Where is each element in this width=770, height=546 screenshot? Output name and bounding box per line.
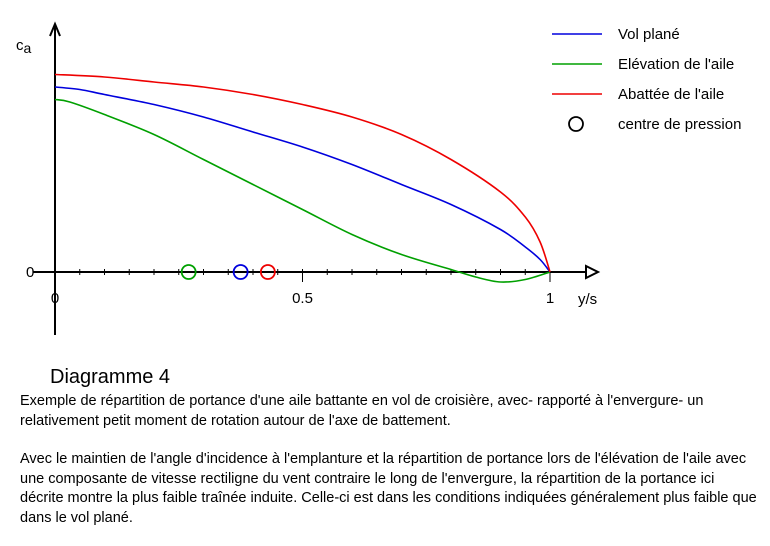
x-tick-label: 0.5 — [292, 290, 313, 307]
y-axis-label: ca — [16, 37, 32, 56]
legend-marker-3 — [569, 117, 583, 131]
caption-paragraph-2: Avec le maintien de l'angle d'incidence à l'emplanture et la répartition de portance lors de l'élévation de l'aile avec une composante de vitesse rectiligne du vent contraire le long de l'envergure, la répartition de la portance ici décrite montre la plus faible traînée induite. Celle-ci est dans les conditions indiquées généralement plus faible que dans le vol plané. — [20, 451, 757, 526]
series-lines — [55, 75, 550, 283]
legend-label-3: centre de pression — [618, 116, 742, 133]
legend — [552, 26, 741, 133]
series-line-2 — [55, 75, 550, 273]
x-tick-label: 1 — [545, 290, 555, 307]
y-axis-label-subscript: a — [23, 40, 32, 56]
y-tick-label: 0 — [26, 264, 35, 281]
legend-label-2: Abattée de l'aile — [618, 86, 725, 103]
caption-title: Diagramme 4 — [50, 366, 171, 388]
x-axis-arrow — [586, 266, 598, 278]
legend-label-0: Vol plané — [618, 26, 680, 43]
x-axis-label: y/s — [578, 291, 598, 308]
legend-label-1: Elévation de l'aile — [618, 56, 735, 73]
axes — [16, 24, 598, 335]
series-line-0 — [55, 87, 550, 272]
caption — [20, 366, 760, 528]
x-tick-label: 0 — [50, 290, 60, 307]
caption-paragraph-1: Exemple de répartition de portance d'une aile battante en vol de croisière, avec- rapporté à l'envergure- un relativement petit moment de rotation autour de l'axe de battement. — [20, 393, 704, 429]
series-line-1 — [55, 100, 550, 283]
